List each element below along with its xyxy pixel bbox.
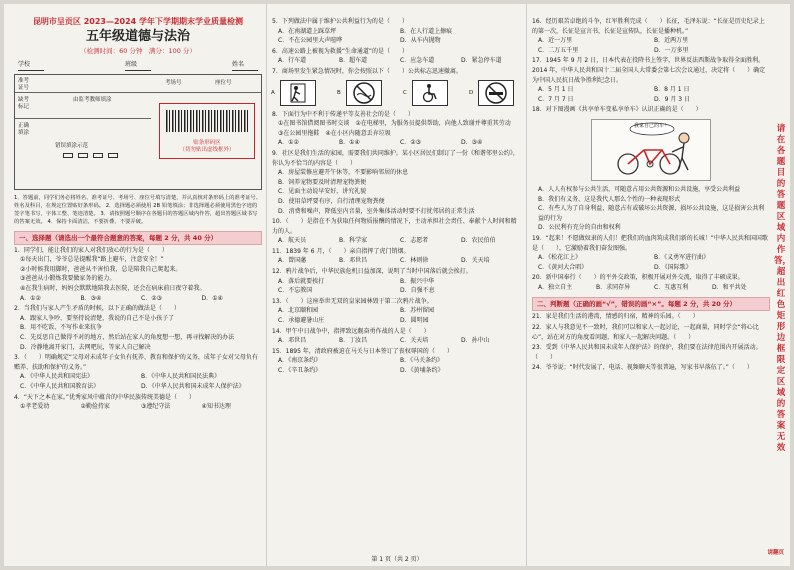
- option[interactable]: D．紧急停车道: [461, 57, 502, 65]
- question-22[interactable]: 22．家人与我意见不一致时，我们可以和家人一起讨论，一起商量，同时学会“将心比心”，站在对方的角度看问题，和家人一起解决问题。（ ）: [532, 324, 759, 341]
- option[interactable]: C．见面主动说早安好，讲究礼貌: [278, 188, 367, 196]
- wrong-samples: [63, 153, 118, 158]
- option[interactable]: B．用不吃饭、不写作业来抗争: [20, 324, 103, 332]
- column-divider: [266, 4, 267, 566]
- absent-label: 缺考标记: [18, 96, 30, 110]
- option[interactable]: ④知书达理: [201, 403, 231, 411]
- column-divider: [526, 4, 527, 566]
- option[interactable]: A．落后就要挨打: [278, 277, 325, 285]
- name-field[interactable]: 姓名: [232, 60, 258, 71]
- question-15: 15．1895 年，清政府被迫在马关与日本签订了丧权辱国的（ ）: [272, 347, 453, 355]
- option[interactable]: D．①④: [201, 294, 223, 302]
- option[interactable]: D．从车内抛物: [400, 37, 441, 45]
- option[interactable]: C．志愿者: [400, 237, 429, 245]
- option[interactable]: A．《南京条约》: [278, 357, 322, 365]
- barcode-note: （切勿贴出虚线框外）: [179, 146, 235, 153]
- option[interactable]: B．在人行道上擦痕: [400, 27, 453, 35]
- exam-number-label: 准考证号: [18, 77, 30, 91]
- option[interactable]: B．求同存异: [596, 283, 631, 291]
- q1-item: ④在我生病时，妈妈会默默地陪我去医院，还会在病床前日夜守着我。: [20, 284, 206, 292]
- option[interactable]: B．近两万里: [654, 37, 689, 45]
- bike-cartoon: [591, 119, 711, 181]
- q19-options: [532, 253, 770, 263]
- option[interactable]: D．9 月 3 日: [654, 95, 690, 103]
- option[interactable]: D．③④: [461, 139, 483, 147]
- option[interactable]: C．互惠互利: [654, 283, 689, 291]
- question-12: 12．鸦片战争后，中华民族危机日益加深，说明了当时中国落后就会挨打。: [272, 268, 472, 276]
- option[interactable]: D．使用草坪要有序，自行清理宠物粪便: [278, 197, 385, 205]
- option[interactable]: B．振兴中华: [400, 277, 435, 285]
- question-23[interactable]: 23．受到《中华人民共和国未成年人保护法》的保护，我们要在法律范围内开展活动。（ ）: [532, 344, 762, 361]
- room-label: 考场号: [165, 79, 182, 86]
- q16-options: [532, 36, 770, 46]
- q3-options: [14, 372, 262, 382]
- wrong-sample-label: 错误填涂示范: [55, 142, 89, 149]
- question-5: 5．下列做法中属于维护公共利益行为的是（ ）: [272, 18, 408, 25]
- option[interactable]: C．②③: [400, 139, 421, 147]
- absent-note: 由监考教师填涂: [73, 96, 112, 103]
- option[interactable]: B．《义勇军进行曲》: [654, 254, 710, 262]
- question-3: 3．（ ）明确规定“父母对未成年子女负有抚养、教育和保护的义务，成年子女对父母负有赡养、扶助和保护的义务。”: [14, 354, 258, 371]
- q7-signs: [272, 77, 522, 109]
- q1-item: ③爸爸从小锻炼我要做家务的能力。: [20, 275, 116, 283]
- class-field[interactable]: 班级: [125, 60, 151, 71]
- section-two-title: 二、判断题（正确的画“√”，错误的画“×”。每题 2 分，共 20 分）: [532, 297, 770, 311]
- option[interactable]: ①孝老爱幼: [20, 403, 50, 411]
- option[interactable]: C．承德避暑山庄: [278, 317, 325, 325]
- option[interactable]: C．不忘教国: [278, 287, 313, 295]
- q1-options: [14, 294, 262, 304]
- option[interactable]: B．科学家: [339, 237, 368, 245]
- no-swimming-sign-icon[interactable]: B: [346, 80, 382, 106]
- option[interactable]: A．邓世昌: [278, 337, 307, 345]
- question-1: 1．同学们，能让我们的家人对我们放心的行为是（ ）: [14, 246, 168, 254]
- option[interactable]: B．《马关条约》: [400, 357, 444, 365]
- option[interactable]: A．①②: [278, 139, 299, 147]
- column-three: [532, 16, 770, 556]
- option[interactable]: B．超车道: [339, 57, 368, 65]
- option[interactable]: C．先反思自己做得不对的地方，然后站在家人的角度想一想，再寻找解决的办法: [20, 333, 235, 341]
- question-7: 7．商场里发生紧急情况时，你会按照以下（ ）公共标志迅速撤离。: [272, 67, 462, 75]
- q8-items: ①在图书馆借阅图书时交谈 ②在电梯里，为服务员提供帮助，向他人致谢并尊重其劳动 ③在公园里拖鞋 ④在小区内随意丢弃垃圾: [278, 120, 517, 137]
- exam-title: 昆明市呈贡区 2023—2024 学年下学期期末学业质量检测: [32, 17, 244, 26]
- option[interactable]: A．行车道: [278, 57, 307, 65]
- option[interactable]: A．曾国藩: [278, 257, 307, 265]
- option[interactable]: D．关天培: [461, 257, 490, 265]
- option[interactable]: B．①④: [339, 139, 360, 147]
- seat-label: 座位号: [215, 79, 232, 86]
- option[interactable]: D．自强不息: [400, 287, 435, 295]
- q5-options: [272, 36, 522, 46]
- q12-options: [272, 277, 522, 287]
- option[interactable]: C．②③: [141, 294, 162, 302]
- question-11: 11．1839 年 6 月，（ ）亲自指挥了虎门销烟。: [272, 247, 410, 255]
- question-19: 19．“起来！不愿做奴隶的人们！把我们的血肉筑成我们新的长城！”中华人民共和国国歌是（ ），它激励着我们奋发图强。: [532, 234, 768, 252]
- option[interactable]: D．冷静地离开家门，去网吧玩，等家人自己解决: [20, 343, 151, 351]
- q4-options: [14, 402, 262, 412]
- option[interactable]: B．饲养宠物要及时清理宠物粪便: [278, 178, 367, 186]
- option[interactable]: C．7 月 7 日: [538, 95, 574, 103]
- column-one: [14, 16, 262, 556]
- option[interactable]: A．独立自主: [538, 283, 573, 291]
- option[interactable]: C．二万五千里: [538, 46, 579, 54]
- q1-item: ①每天出门，爷爷总是提醒我“路上避车，注意安全！”: [20, 256, 164, 264]
- question-24[interactable]: 24．爷爷说：“时代发展了，电话、视频聊天等很普遍，写家书早落伍了。”（ ）: [532, 364, 753, 372]
- question-4: 4．“天下之本在家。”优秀家风中蕴含的中华民族传统美德是（ ）: [14, 393, 196, 401]
- q5-options: [272, 27, 522, 37]
- question-18: 18．对下图漫画《共享单车变私享单车》认识正确的是（ ）: [532, 106, 702, 114]
- answer-area-notice: 请在各题目的答题区域内作答，超出红色矩形边框限定区域的答案无效: [774, 124, 792, 453]
- option[interactable]: D．和平共处: [712, 283, 747, 291]
- option[interactable]: D．消费和噪声，降低室内音量，室外集体活动时要不打扰邻居的正常生活: [278, 207, 475, 215]
- barcode-icon: [166, 110, 248, 132]
- option[interactable]: A．航天员: [278, 237, 307, 245]
- q16-options: [532, 46, 770, 56]
- option[interactable]: D．孙中山: [461, 337, 490, 345]
- question-10: 10．（ ）是指在不为获取任何物质报酬的情况下，主动承担社会责任、奉献个人时间和精力的人。: [272, 218, 517, 235]
- option[interactable]: C．《中华人民共和国教育法》: [20, 382, 100, 390]
- option[interactable]: D．公民利有充分的自由和权利: [538, 224, 621, 232]
- question-20: 20．新中国奉行（ ）的平外交政策，积极开展对外交流，取得了丰硕成果。: [532, 274, 744, 282]
- option[interactable]: A．近一万里: [538, 37, 573, 45]
- option[interactable]: A．5 月 1 日: [538, 86, 574, 94]
- q15-options: [272, 356, 522, 366]
- option[interactable]: ②勤俭持家: [80, 403, 110, 411]
- question-6: 6．高速公路上被视为救援“生命通道”的是（ ）: [272, 47, 409, 55]
- q19-options: [532, 263, 770, 273]
- accessible-sign-icon[interactable]: C: [412, 80, 448, 106]
- option[interactable]: C．《辛丑条约》: [278, 367, 322, 374]
- subject-title: 五年级道德与法治: [85, 29, 190, 44]
- option[interactable]: C．不在公园里大声喧哗: [278, 37, 343, 45]
- option[interactable]: D．《黄埔条约》: [400, 367, 444, 374]
- option[interactable]: A．《中华人民共和国宪法》: [20, 373, 94, 381]
- question-8: 8．下面行为中不利于传递平等友善社会的是（ ）: [272, 110, 414, 118]
- option[interactable]: A．跟家人争吵，要坚持说清楚，我说的自己不是小孩子了: [20, 314, 175, 322]
- no-smoking-sign-icon[interactable]: D: [478, 80, 514, 106]
- barcode-label: 贴条形码区: [193, 139, 221, 146]
- option[interactable]: A．北京颐和园: [278, 307, 319, 315]
- question-14: 14．甲午中日战争中，指挥致远舰奋勇作战的人是（ ）: [272, 327, 430, 335]
- q11-options: [272, 256, 522, 266]
- q10-options: [272, 236, 522, 246]
- option[interactable]: C．林则徐: [400, 257, 429, 265]
- q13-options: [272, 316, 522, 326]
- q13-options: [272, 306, 522, 316]
- q8-options: [272, 138, 522, 148]
- option[interactable]: A．①②: [20, 294, 41, 302]
- option[interactable]: C．有些人为了自身利益，随意占有或破坏公共资源，损坏公共设施，这是损害公共利益的行为: [538, 205, 765, 222]
- option[interactable]: D．圆明园: [400, 317, 429, 325]
- q15-options: [272, 366, 522, 376]
- school-field[interactable]: 学校: [18, 60, 44, 71]
- option[interactable]: B．邓世昌: [339, 257, 368, 265]
- question-16: 16．经历艰苦卓绝的斗争，红军胜利完成（ ）长征，毛泽东说：“长征是历史纪录上的第一次，长征是宣言书，长征是宣传队，长征是播种机。”: [532, 18, 765, 35]
- option[interactable]: C．应急车道: [400, 57, 435, 65]
- q17-options: [532, 85, 770, 95]
- option[interactable]: B．③④: [80, 294, 102, 302]
- option[interactable]: A．房屋装修应避开午休等，不要影响邻居的休息: [278, 169, 409, 177]
- option[interactable]: B．我们有义务，这是我代人那么个性的一种表现形式: [538, 195, 681, 203]
- column-two: [272, 16, 522, 556]
- barcode-area: [159, 103, 255, 159]
- turn-page-mark: 请翻页: [767, 550, 784, 556]
- answer-sheet: [4, 4, 790, 566]
- q3-options: [14, 382, 262, 392]
- question-2: 2．当我们与家人产生矛盾的时候，以下正确的做法是（ ）: [14, 305, 180, 313]
- q1-item: ②小时候我用脚时，爸爸从不害怕我，总是陪我自己爬起来。: [20, 265, 182, 273]
- option[interactable]: ③遵纪守法: [141, 403, 171, 411]
- option[interactable]: B．《中华人民共和国民法典》: [141, 373, 221, 381]
- q12-options: [272, 286, 522, 296]
- sample-label: 正确填涂: [18, 122, 30, 136]
- option[interactable]: A．在南湖道上踩草坪: [278, 27, 337, 35]
- time-info: （检测时间：60 分钟 满分：100 分）: [80, 47, 196, 55]
- student-fields: [14, 60, 262, 71]
- option[interactable]: D．《中华人民共和国未成年人保护法》: [141, 382, 245, 390]
- candidate-info-box: [14, 74, 262, 190]
- option[interactable]: C．关天培: [400, 337, 429, 345]
- cartoon-caption: 我家自己的车！: [634, 122, 670, 129]
- option[interactable]: B．苏州留园: [400, 307, 435, 315]
- option[interactable]: B．8 月 1 日: [654, 86, 690, 94]
- exam-notes: 1．答题前，同学们务必将姓名、准考证号、考场号、座位号填写清楚，并认真核对条形码上的准考证号、姓名及科目，在规定位置贴好条形码。 2．选择题必须使用 2B 铅笔填涂；非选择题必须使用黑色字迹的签字笔书写，字体工整、笔迹清楚。 3．请按照题号顺序在各题目的答题区域内作答，超出答题区域书写的答案无效。 4．保持卡面清洁，不要折叠、不要弄破。: [14, 194, 262, 225]
- emergency-exit-sign-icon[interactable]: A: [280, 80, 316, 106]
- page-number: 第 1 页（共 2 页）: [371, 556, 423, 563]
- option[interactable]: D．《国际歌》: [654, 263, 692, 271]
- question-9: 9．社区是我们生活的家园，需要我们共同维护。某小区居民们制订了一份《和谐邻里公约》，你认为不恰当的内容是（ ）: [272, 149, 519, 167]
- option[interactable]: A．人人有权参与公共生活，可随意占用公共资源和公共设施，享受公共利益: [538, 185, 741, 193]
- q14-options: [272, 336, 522, 346]
- question-13: 13．（ ）这座举世无双的皇家园林毁于第二次鸦片战争。: [272, 297, 433, 305]
- question-21[interactable]: 21．家是我们生活的港湾，情感的归宿，精神的乐园。（ ）: [532, 313, 699, 321]
- option[interactable]: B．丁汝昌: [339, 337, 368, 345]
- q6-options: [272, 56, 522, 66]
- option[interactable]: D．一万多里: [654, 46, 689, 54]
- question-17: 17．1945 年 9 月 2 日，日本代表在投降书上签字，世界反法西斯战争取得全面胜利。2014 年，中华人民共和国十二届全国人大常委会第七次会议通过，决定将（ ）确定为中国人民抗日战争胜利纪念日。: [532, 57, 766, 84]
- option[interactable]: D．农民伯伯: [461, 237, 496, 245]
- section-one-title: 一、选择题（请选出一个最符合题意的答案，每题 2 分，共 40 分）: [14, 231, 262, 245]
- q20-options: [532, 283, 770, 293]
- option[interactable]: C．《黄河大合唱》: [538, 263, 588, 271]
- q17-options: [532, 95, 770, 105]
- option[interactable]: A．《松花江上》: [538, 254, 582, 262]
